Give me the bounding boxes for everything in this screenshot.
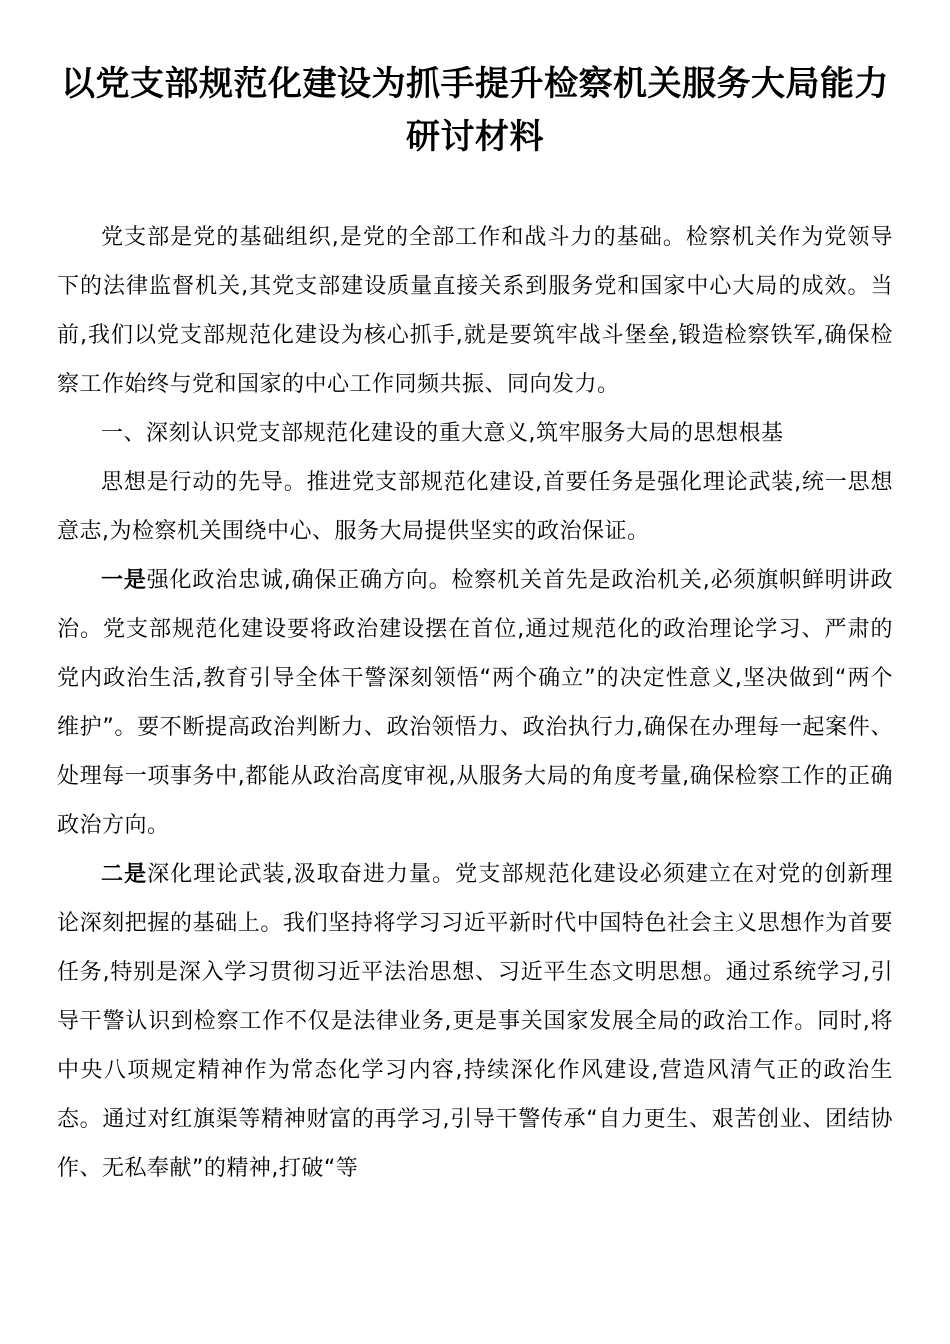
document-title: 以党支部规范化建设为抓手提升检察机关服务大局能力研讨材料 (61, 64, 889, 157)
paragraph-text: 思想是行动的先导。推进党支部规范化建设,首要任务是强化理论武装,统一思想意志,为检察机关围绕中心、服务大局提供坚实的政治保证。 (57, 470, 893, 544)
paragraph-point-two (57, 850, 893, 1193)
paragraph-lead-bold: 二是 (101, 862, 148, 887)
paragraph-point-one (57, 556, 893, 850)
paragraph-thought-leads-action (57, 458, 893, 556)
section-heading-1 (57, 409, 893, 458)
paragraph-text: 深化理论武装,汲取奋进力量。党支部规范化建设必须建立在对党的创新理论深刻把握的基础上。我们坚持将学习习近平新时代中国特色社会主义思想作为首要任务,特别是深入学习贯彻习近平法治思想、习近平生态文明思想。通过系统学习,引导干警认识到检察工作不仅是法律业务,更是事关国家发展全局的政治工作。同时,将中央八项规定精神作为常态化学习内容,持续深化作风建设,营造风清气正的政治生态。通过对红旗渠等精神财富的再学习,引导干警传承“自力更生、艰苦创业、团结协作、无私奉献”的精神,打破“等 (57, 862, 893, 1181)
paragraph-text: 一、深刻认识党支部规范化建设的重大意义,筑牢服务大局的思想根基 (101, 421, 784, 446)
paragraph-text: 强化政治忠诚,确保正确方向。检察机关首先是政治机关,必须旗帜鲜明讲政治。党支部规范化建设要将政治建设摆在首位,通过规范化的政治理论学习、严肃的党内政治生活,教育引导全体干警深刻领悟“两个确立”的决定性意义,坚决做到“两个维护”。要不断提高政治判断力、政治领悟力、政治执行力,确保在办理每一起案件、处理每一项事务中,都能从政治高度审视,从服务大局的角度考量,确保检察工作的正确政治方向。 (57, 568, 893, 838)
paragraph-lead-bold: 一是 (101, 568, 147, 593)
paragraph-intro (57, 213, 893, 409)
paragraph-text: 党支部是党的基础组织,是党的全部工作和战斗力的基础。检察机关作为党领导下的法律监督机关,其党支部建设质量直接关系到服务党和国家中心大局的成效。当前,我们以党支部规范化建设为核心抓手,就是要筑牢战斗堡垒,锻造检察铁军,确保检察工作始终与党和国家的中心工作同频共振、同向发力。 (57, 225, 893, 397)
